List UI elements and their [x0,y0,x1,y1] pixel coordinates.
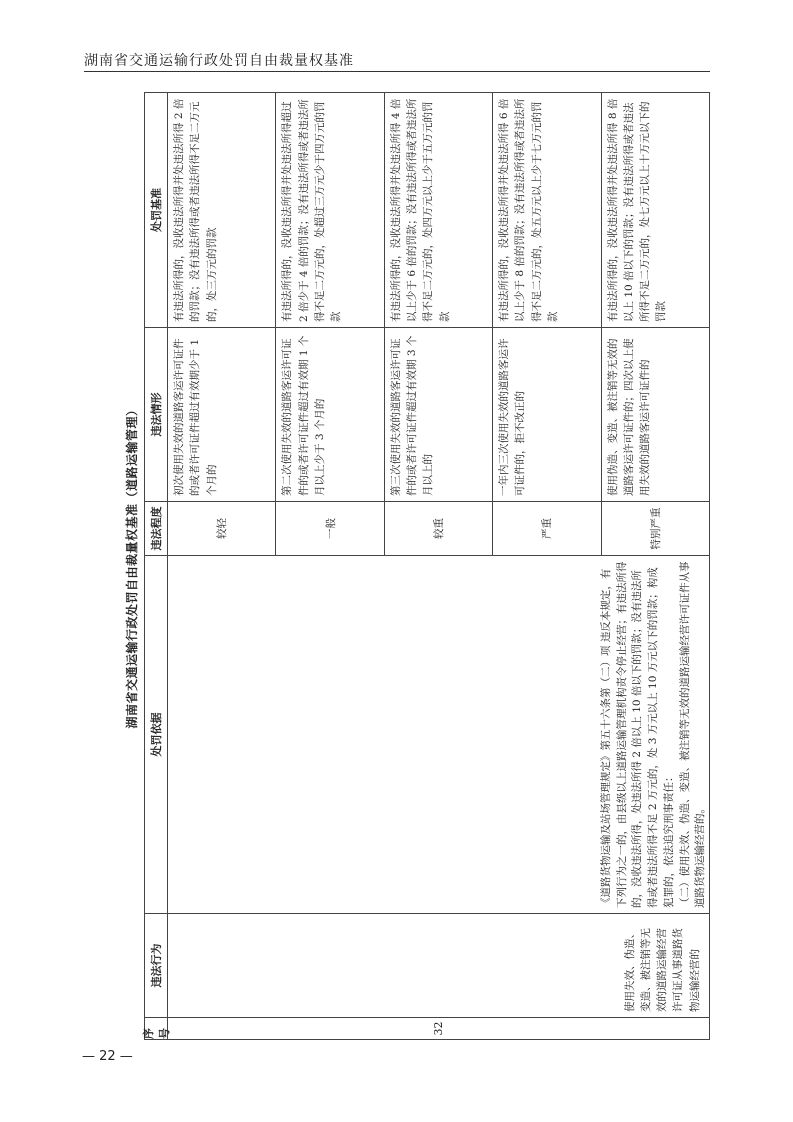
col-header-seq: 序号 [145,1017,167,1039]
grade-situation: 第二次使用失效的道路客运许可证件的或者许可证件超过有效期 1 个月以上少于 3 个月的 [276,327,383,501]
col-header-standard: 处罚基准 [150,188,163,232]
grade-degree: 较重 [385,501,492,555]
table-header-row [142,93,171,1039]
col-header-degree: 违法程度 [145,501,167,555]
grade-row [385,93,493,555]
grade-row [276,93,384,555]
grade-situation: 初次使用失效的道路客运许可证件的或者许可证件超过有效期少于 1 个月的 [168,327,275,501]
grade-standard: 有违法所得的，没收违法所得并处违法所得 6 倍以上少于 8 倍的罚款；没有违法所得或者违法所得不足二万元的，处五万元以上少于七万元的罚款 [498,98,560,322]
col-header-basis: 处罚依据 [145,555,167,913]
col-header-situation: 违法情形 [145,327,167,501]
penalty-basis-text: 《道路货物运输及站场管理规定》第五十六条第（二）项 违反本规定，有下列行为之一的，由县级以上道路运输管理机构责令停止经营；有违法所得的，没收违法所得，处违法所得 2 倍以上 10 倍以下的罚款；没有违法所得或者违法所得不足 2 万元的，处 3 万元以上 10 万元以下的罚款；构成犯罪的，依法追究刑事责任： （二）使用失效、伪造、变造、被注销等无效的道路运输经营许可证件从事道路货物运输经营的。 [599,561,707,908]
grade-row [168,93,276,555]
header-rule [84,71,710,72]
table-row [168,93,709,1039]
grade-standard: 有违法所得的，没收违法所得并处违法所得超过 2 倍少于 4 倍的罚款；没有违法所得或者违法所得不足二万元的，处超过三万元少于四万元的罚款 [281,99,343,322]
violation-act-cell [168,913,709,1017]
grade-degree: 一般 [276,501,383,555]
page-number: — 22 — [82,1049,133,1064]
grade-standard: 有违法所得的，没收违法所得并处违法所得 8 倍以上 10 倍以下的罚款；没有违法所得或者违法所得不足二万元的，处七万元以上十万元以下的罚款 [606,98,668,322]
penalty-basis-cell [168,555,709,913]
table-caption: 湖南省交通运输行政处罚自由裁量权基准（道路运输管理） [125,403,139,729]
grade-degree: 较轻 [168,501,275,555]
seq-cell: 32 [168,1017,709,1039]
grade-standard: 有违法所得的，没收违法所得并处违法所得 2 倍的罚款；没有违法所得或者违法所得不足二万元的，处三万元的罚款 [173,98,218,322]
grade-situation: 第三次使用失效的道路客运许可证件的或者许可证件超过有效期 3 个月以上的 [385,327,492,501]
col-header-act: 违法行为 [145,913,167,1017]
penalty-table [144,92,710,1040]
grade-standard: 有违法所得的，没收违法所得并处违法所得 4 倍以上少于 6 倍的罚款；没有违法所得或者违法所得不足二万元的，处四万元以上少于五万元的罚款 [389,98,451,322]
violation-act-text: 使用失效、伪造、变造、被注销等无效的道路运输经营许可证从事道路货物运输经营的 [623,928,701,1012]
rotated-table-block [120,92,710,1040]
grade-row [602,93,709,555]
grade-situation: 一年内三次使用失效的道路客运许可证件的，拒不改正的 [493,327,600,501]
grades-stack [168,93,709,555]
grade-degree: 特别严重 [602,501,709,555]
running-header: 湖南省交通运输行政处罚自由裁量权基准 [84,53,354,69]
grade-situation: 使用伪造、变造、被注销等无效的道路客运许可证件的；四次以上使用失效的道路客运许可证件的 [602,327,709,501]
grade-degree: 严重 [493,501,600,555]
grade-row [493,93,601,555]
